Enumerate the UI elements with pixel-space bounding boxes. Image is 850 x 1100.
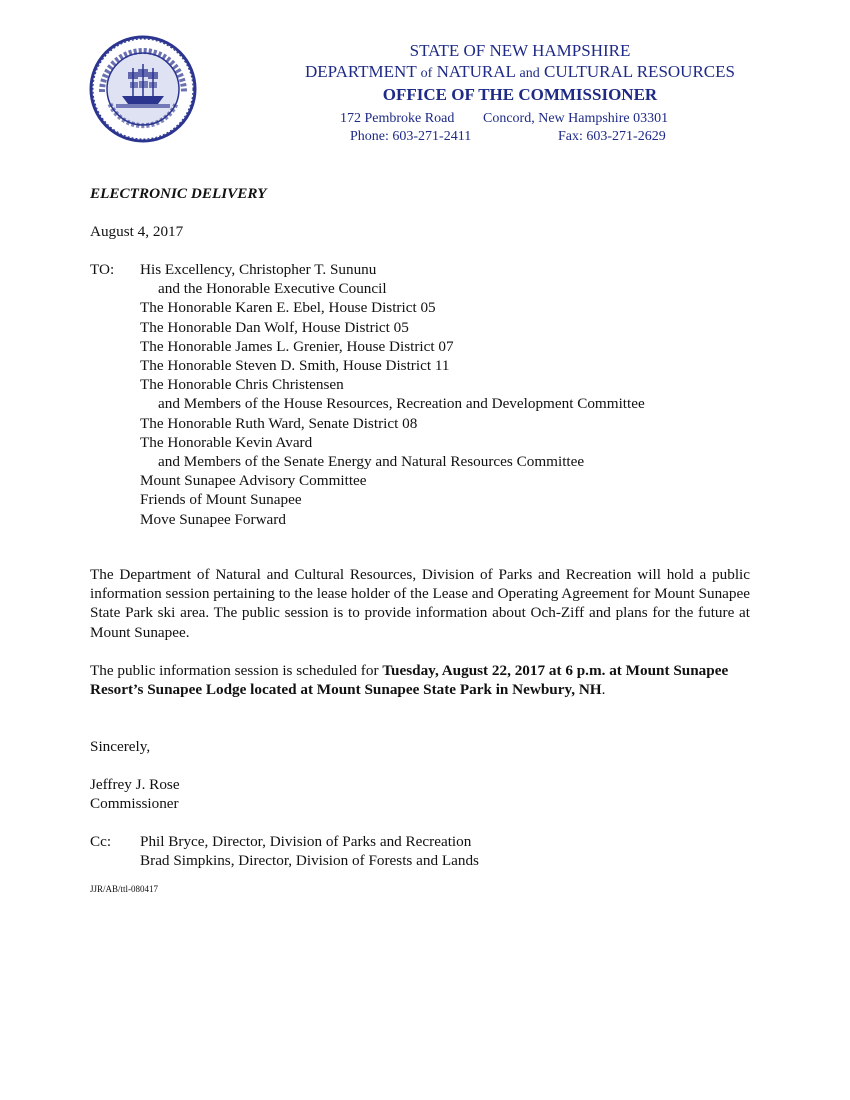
cc-label: Cc: — [90, 833, 112, 850]
signer-name: Jeffrey J. Rose — [90, 776, 180, 793]
cc-recipient: Brad Simpkins, Director, Division of Forests and Lands — [140, 852, 479, 870]
delivery-method: ELECTRONIC DELIVERY — [90, 185, 267, 202]
recipient-line: The Honorable Steven D. Smith, House District 11 — [140, 357, 450, 375]
recipient-line: and Members of the Senate Energy and Natural Resources Committee — [158, 453, 585, 471]
office-name: OFFICE OF THE COMMISSIONER — [382, 85, 658, 104]
fax-number: Fax: 603-271-2629 — [558, 129, 666, 144]
recipient-line: His Excellency, Christopher T. Sununu — [140, 261, 377, 278]
cc-recipient: Phil Bryce, Director, Division of Parks and Recreation — [140, 833, 472, 850]
letterhead-address — [340, 110, 720, 146]
department-name: DEPARTMENT of NATURAL and CULTURAL RESOURCES — [305, 62, 735, 81]
signer-title: Commissioner — [90, 795, 179, 813]
state-name: STATE OF NEW HAMPSHIRE — [409, 41, 631, 60]
recipients-list — [140, 260, 760, 529]
recipient-line: Mount Sunapee Advisory Committee — [140, 472, 367, 490]
letterhead — [220, 40, 820, 106]
to-label: TO: — [90, 261, 115, 278]
phone-number: Phone: 603-271-2411 — [350, 129, 472, 144]
state-seal-icon — [88, 34, 198, 144]
city-address: Concord, New Hampshire 03301 — [483, 111, 669, 126]
recipient-line: Friends of Mount Sunapee — [140, 491, 302, 509]
recipient-line: The Honorable Ruth Ward, Senate District 08 — [140, 414, 418, 432]
session-details: Tuesday, August 22, 2017 at 6 p.m. at Mount Sunapee Resort’s Sunapee Lodge located at Mount Sunapee State Park in Newbury, NH — [90, 662, 729, 699]
recipient-line: The Honorable Kevin Avard — [140, 433, 313, 451]
recipient-line: and the Honorable Executive Council — [158, 280, 387, 298]
street-address: 172 Pembroke Road — [340, 111, 455, 126]
cc-list — [140, 832, 740, 870]
closing: Sincerely, — [90, 738, 151, 755]
body-paragraph-1: The Department of Natural and Cultural Resources, Division of Parks and Recreation will hold a public information session pertaining to the lease holder of the Lease and Operating Agreement for Mount Sunapee State Park ski area. The public session is to provide information about Och-Ziff and plans for the future at Mount Sunapee. — [90, 566, 750, 641]
signature-block — [90, 775, 750, 813]
recipient-line: The Honorable Karen E. Ebel, House District 05 — [140, 299, 436, 317]
letter-date: August 4, 2017 — [90, 223, 184, 240]
body-paragraph-2: The public information session is scheduled for Tuesday, August 22, 2017 at 6 p.m. at Mount Sunapee Resort’s Sunapee Lodge located at Mount Sunapee State Park in Newbury, NH. — [90, 662, 729, 699]
recipient-line: The Honorable Chris Christensen — [140, 376, 344, 394]
recipient-line: The Honorable James L. Grenier, House District 07 — [140, 337, 454, 355]
recipient-line: Move Sunapee Forward — [140, 510, 286, 528]
recipient-line: The Honorable Dan Wolf, House District 05 — [140, 318, 409, 336]
reference-initials: JJR/AB/ttl-080417 — [90, 884, 159, 894]
recipient-line: and Members of the House Resources, Recreation and Development Committee — [158, 395, 645, 413]
